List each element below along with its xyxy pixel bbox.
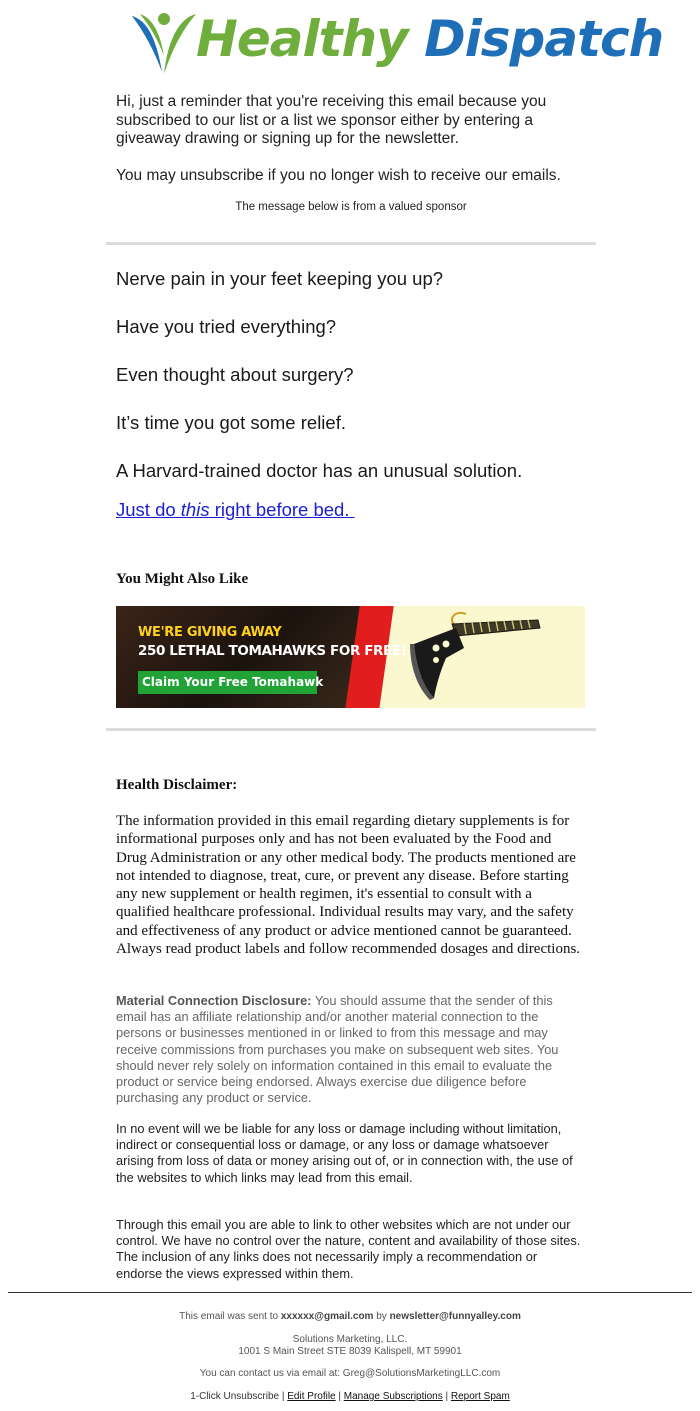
sender-email: newsletter@funnyalley.com <box>389 1311 521 1322</box>
logo-word-dispatch: Dispatch <box>424 10 664 68</box>
footer-divider <box>8 1292 692 1293</box>
edit-profile-link[interactable]: Edit Profile <box>287 1391 336 1402</box>
external-links-text: Through this email you are able to link to other websites which are not under our control. We have no control over the nature, content and availability of those sites. The inclusion of any links does not necessarily imply a recommendation or endorse the views expressed within them. <box>116 1217 581 1281</box>
one-click-unsubscribe[interactable]: 1-Click Unsubscribe <box>190 1391 280 1402</box>
manage-subscriptions-link[interactable]: Manage Subscriptions <box>343 1391 443 1402</box>
health-disclaimer-title: Health Disclaimer: <box>116 777 238 793</box>
company-name: Solutions Marketing, LLC. <box>292 1334 408 1345</box>
tomahawk-ad-banner[interactable] <box>116 606 585 708</box>
sponsor-note: The message below is from a valued sponsor <box>235 201 467 213</box>
sent-by: by <box>373 1311 390 1322</box>
cta-text-before: Just do <box>116 499 181 520</box>
material-connection-body: You should assume that the sender of this email has an affiliate relationship and/or another material connection to the persons or businesses mentioned in or linked to from this message and may receive commissions from purchases you make on subsequent web sites. You should never rely solely on information contained in this email to evaluate the product or service being endorsed. Always exercise due diligence before purchasing any product or service. <box>116 993 559 1106</box>
tomahawk-axe-icon <box>406 608 576 706</box>
pitch-line: Even thought about surgery? <box>116 364 354 385</box>
contact-line: You can contact us via email at: Greg@SolutionsMarketingLLC.com <box>199 1368 501 1379</box>
pitch-line: It’s time you got some relief. <box>116 412 346 433</box>
separator: | <box>279 1391 288 1402</box>
report-spam-link[interactable]: Report Spam <box>450 1391 510 1402</box>
pitch-line: Have you tried everything? <box>116 316 337 337</box>
divider <box>106 728 596 731</box>
logo-wordmark <box>196 10 663 68</box>
leaf-figure-icon <box>128 10 200 80</box>
also-like-heading: You Might Also Like <box>116 571 249 587</box>
separator: | <box>335 1391 344 1402</box>
healthy-dispatch-logo <box>128 8 664 86</box>
pitch-line: Nerve pain in your feet keeping you up? <box>116 268 444 289</box>
banner-headline: WE'RE GIVING AWAY <box>138 625 282 640</box>
cta-text-after: right before bed. <box>209 499 355 520</box>
cta-text-emphasis: this <box>180 499 210 520</box>
recipient-email: xxxxxx@gmail.com <box>280 1311 374 1322</box>
material-connection-label: Material Connection Disclosure: <box>116 993 312 1008</box>
sent-to-line <box>0 1311 700 1322</box>
material-connection-disclosure <box>116 993 586 1106</box>
footer-links <box>0 1391 700 1402</box>
pitch-line: A Harvard-trained doctor has an unusual solution. <box>116 460 523 481</box>
liability-text: In no event will we be liable for any loss or damage including without limitation, indirect or consequential loss or damage, or any loss or damage whatsoever arising from loss of data or money arising out of, or in connection with, the use of the websites to which links may lead from this email. <box>116 1121 573 1185</box>
claim-tomahawk-button[interactable]: Claim Your Free Tomahawk <box>138 671 317 694</box>
company-address <box>0 1334 700 1358</box>
sent-prefix: This email was sent to <box>179 1311 281 1322</box>
street-address: 1001 S Main Street STE 8039 Kalispell, MT 59901 <box>238 1346 462 1357</box>
reminder-text: Hi, just a reminder that you're receiving this email because you subscribed to our list or a list we sponsor either by entering a giveaway drawing or signing up for the newsletter. <box>116 93 547 147</box>
sponsor-cta-link[interactable] <box>116 499 355 521</box>
health-disclaimer-body: The information provided in this email regarding dietary supplements is for informational purposes only and has not been evaluated by the Food and Drug Administration or any other medical body. The products mentioned are not intended to diagnose, treat, cure, or prevent any disease. Before starting any new supplement or health regimen, it's essential to consult with a qualified healthcare professional. Individual results may vary, and the safety and effectiveness of any product or advice mentioned cannot be guaranteed. Always read product labels and follow recommended dosages and directions. <box>116 813 581 958</box>
separator: | <box>442 1391 451 1402</box>
banner-subheadline: 250 LETHAL TOMAHAWKS FOR FREE! <box>138 643 407 659</box>
unsubscribe-note: You may unsubscribe if you no longer wish to receive our emails. <box>116 167 561 184</box>
logo-word-healthy: Healthy <box>196 10 408 68</box>
divider <box>106 242 596 245</box>
